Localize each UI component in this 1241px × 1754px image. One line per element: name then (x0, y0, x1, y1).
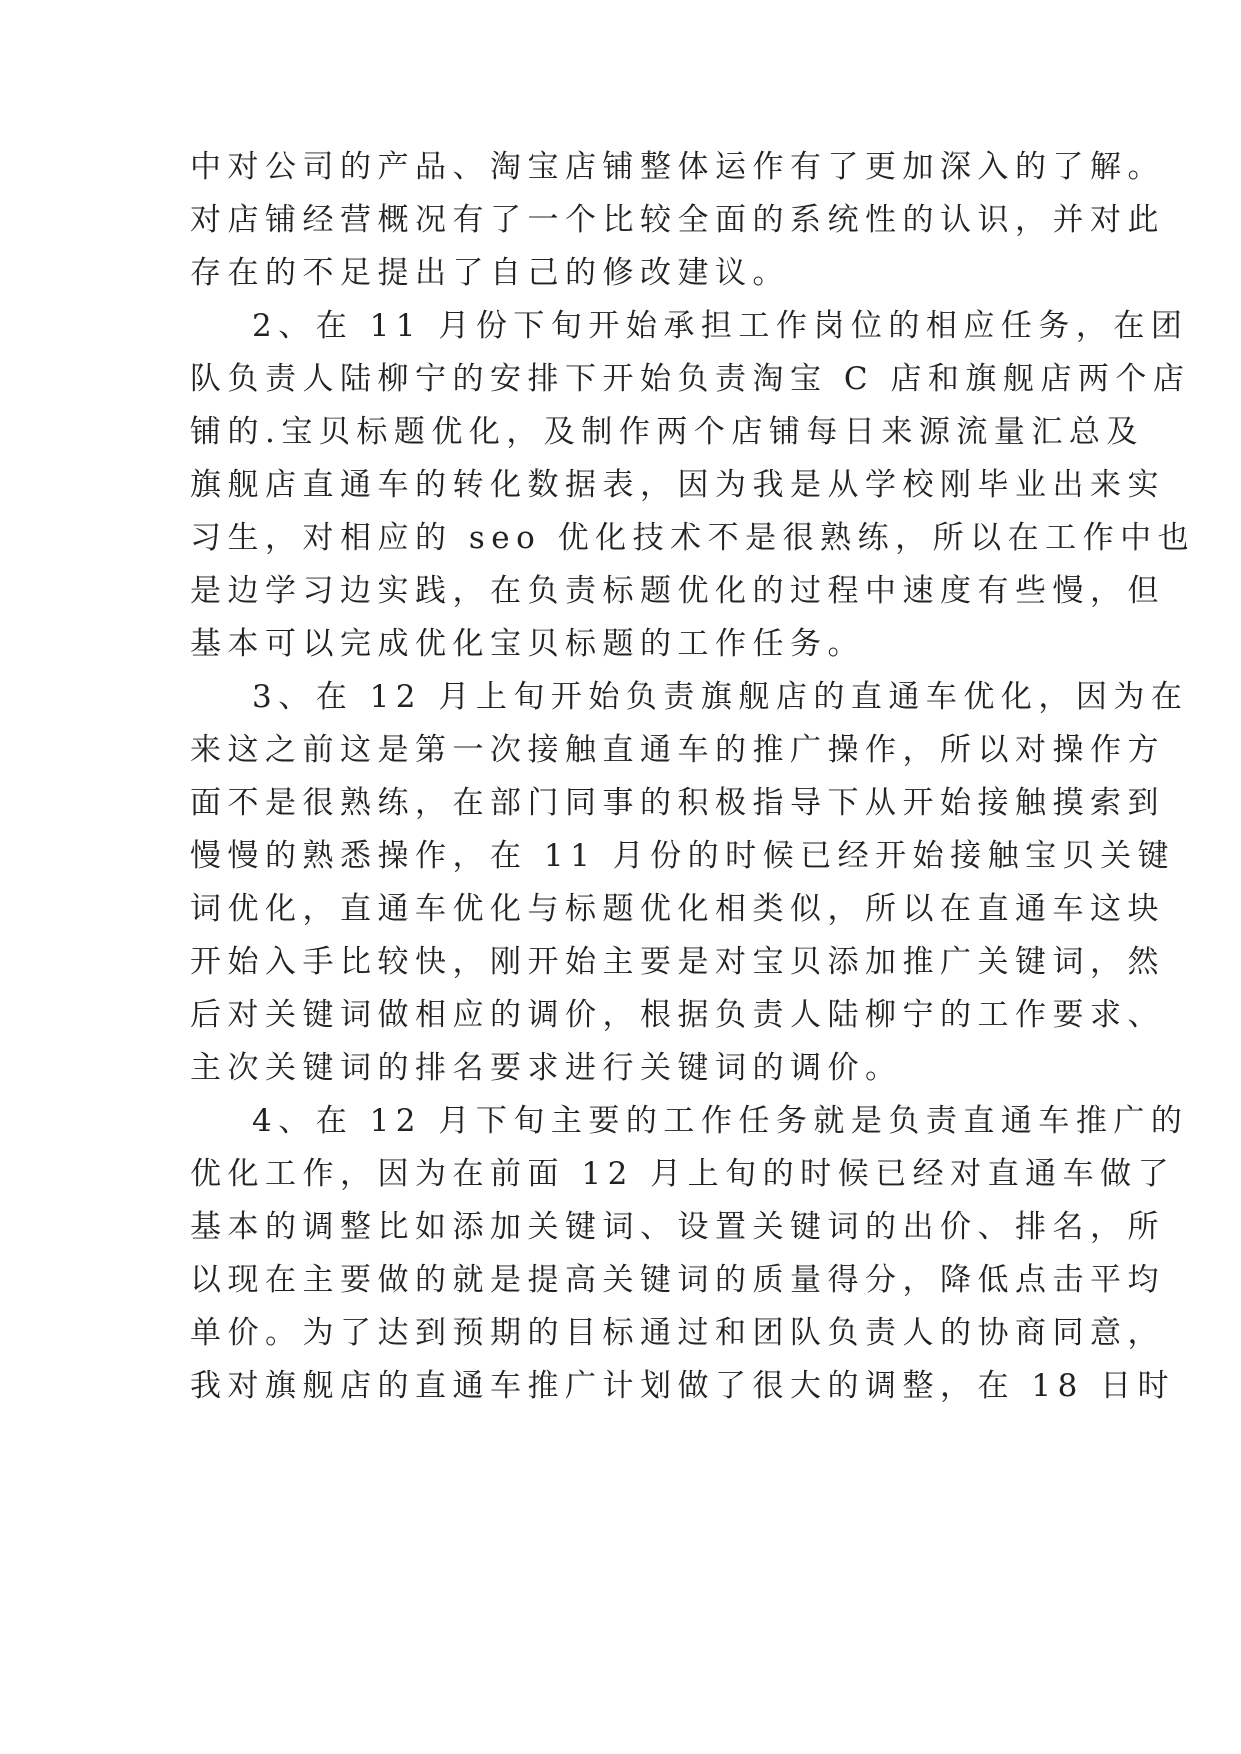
text-line: 习生，对相应的 seo 优化技术不是很熟练，所以在工作中也 (190, 520, 1196, 556)
text-line: 词优化，直通车优化与标题优化相类似，所以在直通车这块 (190, 891, 1165, 927)
text-line: 是边学习边实践，在负责标题优化的过程中速度有些慢，但 (190, 573, 1165, 609)
text-line: 中对公司的产品、淘宝店铺整体运作有了更加深入的了解。 (190, 149, 1165, 185)
text-line: 存在的不足提出了自己的修改建议。 (190, 255, 790, 291)
text-line: 以现在主要做的就是提高关键词的质量得分，降低点击平均 (190, 1262, 1165, 1298)
text-line: 铺的.宝贝标题优化，及制作两个店铺每日来源流量汇总及 (190, 414, 1144, 450)
text-line: 慢慢的熟悉操作，在 11 月份的时候已经开始接触宝贝关键 (190, 838, 1176, 874)
text-line: 主次关键词的排名要求进行关键词的调价。 (190, 1050, 903, 1086)
text-line: 基本的调整比如添加关键词、设置关键词的出价、排名，所 (190, 1209, 1165, 1245)
text-line: 对店铺经营概况有了一个比较全面的系统性的认识，并对此 (190, 202, 1165, 238)
text-line: 队负责人陆柳宁的安排下开始负责淘宝 C 店和旗舰店两个店 (190, 361, 1191, 397)
text-line: 优化工作，因为在前面 12 月上旬的时候已经对直通车做了 (190, 1156, 1176, 1192)
paragraph-2-first-line: 2、在 11 月份下旬开始承担工作岗位的相应任务，在团 (252, 308, 1189, 344)
text-line: 面不是很熟练，在部门同事的积极指导下从开始接触摸索到 (190, 785, 1165, 821)
paragraph-4-first-line: 4、在 12 月下旬主要的工作任务就是负责直通车推广的 (252, 1103, 1189, 1139)
text-line: 旗舰店直通车的转化数据表，因为我是从学校刚毕业出来实 (190, 467, 1165, 503)
text-line: 开始入手比较快，刚开始主要是对宝贝添加推广关键词，然 (190, 944, 1165, 980)
paragraph-3-first-line: 3、在 12 月上旬开始负责旗舰店的直通车优化，因为在 (252, 679, 1189, 715)
text-line: 单价。为了达到预期的目标通过和团队负责人的协商同意， (190, 1315, 1165, 1351)
text-line: 后对关键词做相应的调价，根据负责人陆柳宁的工作要求、 (190, 997, 1165, 1033)
text-line: 我对旗舰店的直通车推广计划做了很大的调整，在 18 日时 (190, 1368, 1176, 1404)
text-line: 来这之前这是第一次接触直通车的推广操作，所以对操作方 (190, 732, 1165, 768)
text-line: 基本可以完成优化宝贝标题的工作任务。 (190, 626, 865, 662)
